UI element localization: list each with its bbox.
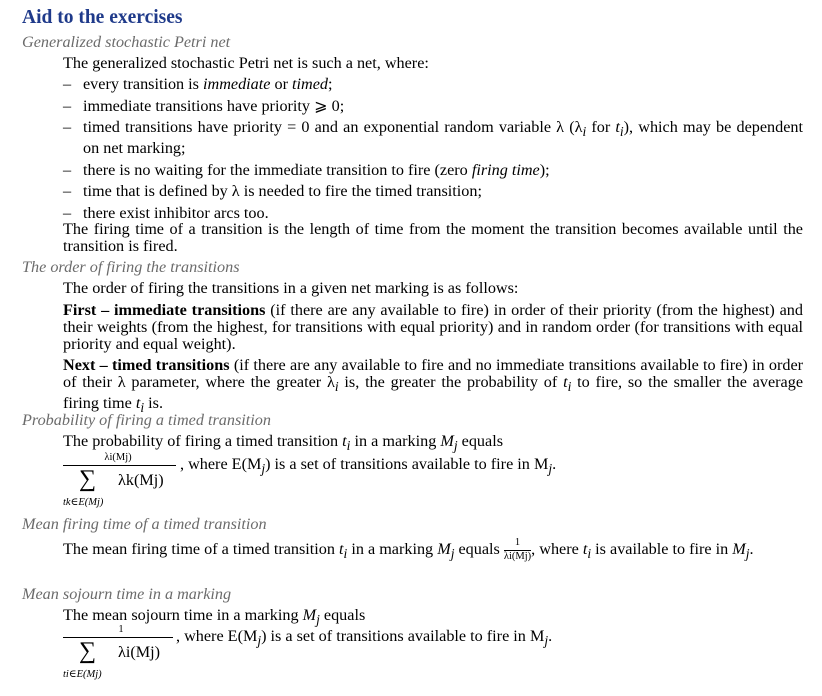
formula-numerator: 1 [118, 624, 124, 635]
page-title: Aid to the exercises [22, 7, 183, 28]
inline-fraction: $\frac{1}{\lambda i(Mj)}$ [503, 537, 532, 562]
sum-index: ti∈E(Mj) [63, 669, 102, 680]
list-item: – time that is defined by λ is needed to fire the timed transition; [63, 182, 482, 201]
list-item: – there is no waiting for the immediate transition to fire (zero firing time); [63, 160, 550, 179]
order-first: First – immediate transitions (if there are any available to fire) in order of their priority (from the highest) and their weights (from the highest, for transitions with equal priority) and in random order (for transitions with equal priority and equal weight). [63, 301, 803, 354]
list-item: – immediate transitions have priority ⩾ 0; [63, 96, 345, 115]
section-heading-sojourn: Mean sojourn time in a marking [22, 585, 232, 603]
list-item: – every transition is immediate or timed; [63, 75, 333, 93]
sojourn-text: The mean sojourn time in a marking $M_j$ equals [63, 606, 366, 628]
sojourn-formula [63, 622, 663, 686]
formula-numerator: λi(Mj) [104, 452, 132, 463]
probability-formula [63, 450, 663, 514]
sojourn-tail: , where $E(M_j)$ is a set of transitions available to fire in $M_j$. [176, 627, 553, 649]
list-item: – there exist inhibitor arcs too. [63, 203, 269, 222]
gspn-list [63, 76, 803, 227]
mean-firing-text: The mean firing time of a timed transition $t_i$ in a marking $M_j$ equals $\frac{1}{\lambda i(Mj)}$ , where $t_i$ is available to fire in $M_j$. [63, 537, 754, 562]
section-heading-probability: Probability of firing a timed transition [22, 411, 271, 429]
firing-time-definition: The firing time of a transition is the length of time from the moment the transition becomes available until the transition is fired. [63, 220, 803, 256]
section-heading-order: The order of firing the transitions [22, 258, 240, 276]
formula-denominator: λi(Mj) [118, 643, 161, 661]
list-item: – timed transitions have priority = 0 and an exponential random variable λ ($\lambda_i$ for $t_i$), which may be dependent on net marking; [63, 118, 803, 157]
section-heading-gspn: Generalized stochastic Petri net [22, 33, 231, 51]
sum-index: tk∈E(Mj) [63, 497, 104, 508]
probability-text: The probability of firing a timed transition $t_i$ in a marking $M_j$ equals [63, 432, 504, 454]
gspn-intro: The generalized stochastic Petri net is such a net, where: [63, 54, 429, 72]
sum-symbol: ∑ [79, 466, 97, 492]
probability-tail: , where $E(M_j)$ is a set of transitions available to fire in $M_j$. [180, 455, 557, 477]
sum-symbol: ∑ [79, 638, 97, 664]
order-next: Next – timed transitions (if there are any available to fire and no immediate transitions available to fire) in order of their λ parameter, where the greater $\lambda_i$ is, the greater the probability of $t_i$ to fire, so the smaller the average firing time $t_i$ is. [63, 356, 804, 415]
formula-denominator: λk(Mj) [118, 471, 164, 489]
order-intro: The order of firing the transitions in a given net marking is as follows: [63, 279, 519, 297]
section-heading-mean-firing: Mean firing time of a timed transition [22, 515, 267, 533]
